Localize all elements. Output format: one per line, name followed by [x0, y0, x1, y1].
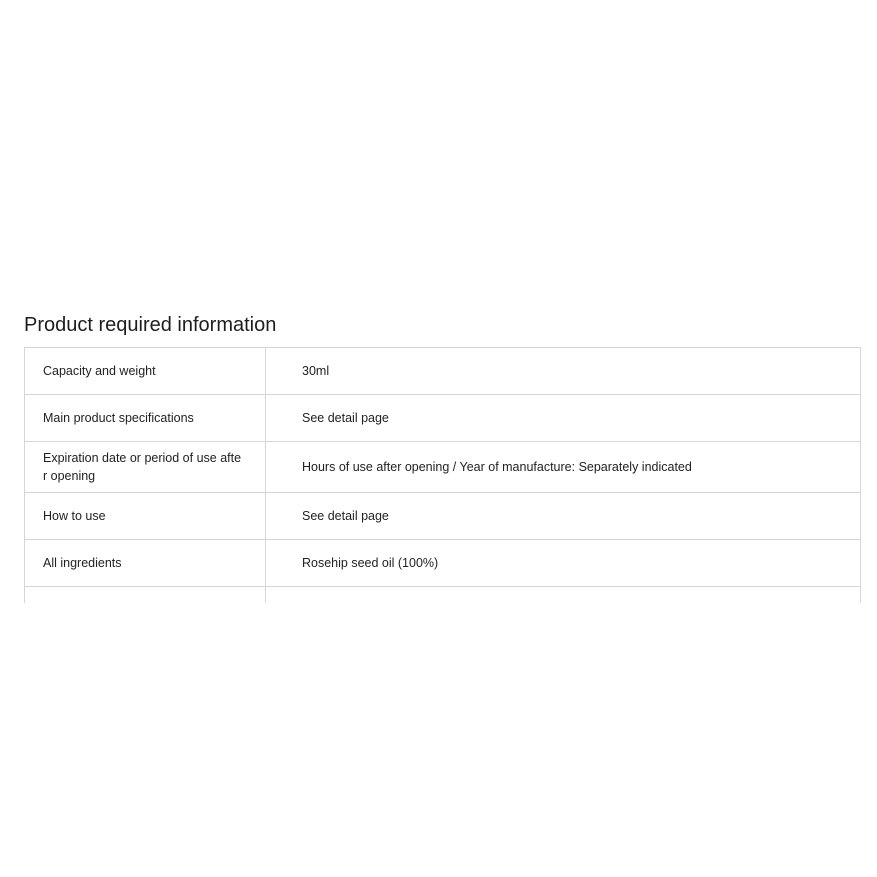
row-value: Hours of use after opening / Year of manufacture: Separately indicated [266, 442, 861, 493]
row-value: See detail page [266, 395, 861, 442]
row-label: Main product specifications [25, 395, 266, 442]
row-value: See detail page [266, 493, 861, 540]
table-row [25, 395, 861, 442]
table-row [25, 348, 861, 395]
row-label: How to use [25, 493, 266, 540]
row-label [25, 587, 266, 604]
row-label: All ingredients [25, 540, 266, 587]
product-info-section [24, 312, 861, 570]
row-value [266, 587, 861, 604]
product-info-table [24, 347, 861, 603]
row-value: 30ml [266, 348, 861, 395]
info-table-container [24, 347, 861, 603]
table-row [25, 540, 861, 587]
row-label: Capacity and weight [25, 348, 266, 395]
table-row [25, 587, 861, 604]
row-label: Expiration date or period of use after opening [25, 442, 266, 493]
row-value: Rosehip seed oil (100%) [266, 540, 861, 587]
table-row [25, 442, 861, 493]
table-row [25, 493, 861, 540]
section-title: Product required information [24, 314, 277, 336]
